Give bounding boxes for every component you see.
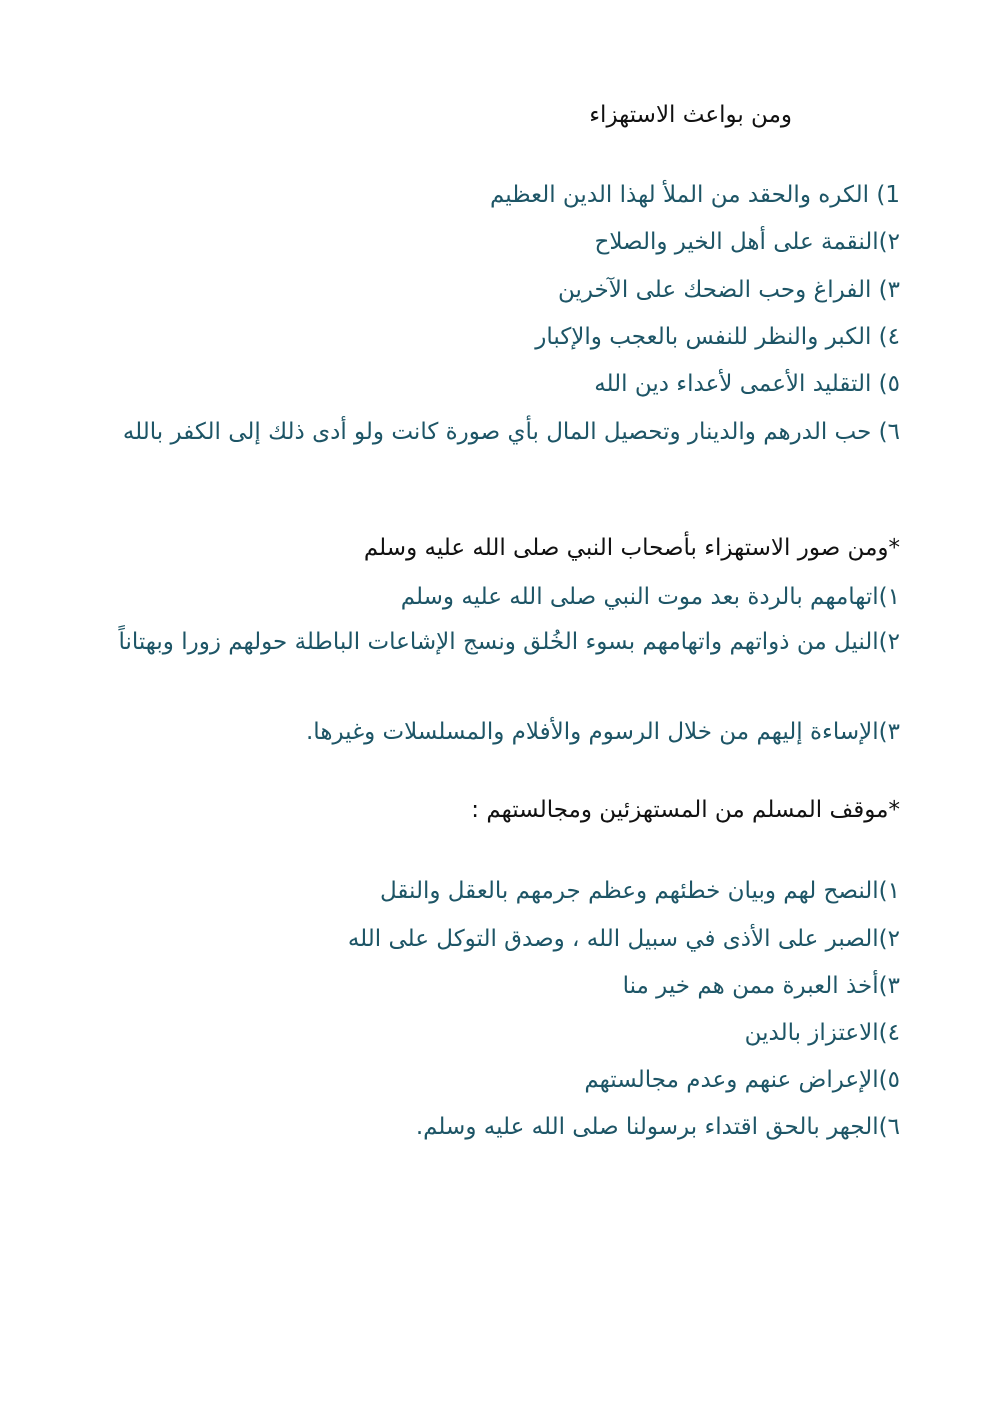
list-item: ٢)النقمة على أهل الخير والصلاح	[594, 229, 900, 255]
list-item: ٣)أخذ العبرة ممن هم خير منا	[622, 973, 900, 999]
section-heading-position: *موقف المسلم من المستهزئين ومجالستهم :	[471, 797, 900, 823]
list-item: ٣)الإساءة إليهم من خلال الرسوم والأفلام والمسلسلات وغيرها.	[306, 719, 900, 745]
list-item: ٣) الفراغ وحب الضحك على الآخرين	[557, 277, 900, 303]
list-item: ٦)الجهر بالحق اقتداء برسولنا صلى الله عليه وسلم.	[415, 1114, 900, 1140]
list-item: ٥) التقليد الأعمى لأعداء دين الله	[594, 371, 900, 397]
list-item: 1) الكره والحقد من الملأ لهذا الدين العظيم	[490, 182, 900, 208]
list-item: ١)النصح لهم وبيان خطئهم وعظم جرمهم بالعقل والنقل	[379, 878, 900, 904]
list-item: ٤)الاعتزاز بالدين	[744, 1020, 900, 1046]
list-item: ٥)الإعراض عنهم وعدم مجالستهم	[584, 1067, 900, 1093]
list-item: ٦) حب الدرهم والدينار وتحصيل المال بأي صورة كانت ولو أدى ذلك إلى الكفر بالله	[122, 419, 900, 445]
list-item: ٢)الصبر على الأذى في سبيل الله ، وصدق التوكل على الله	[347, 926, 900, 952]
section-heading-motives: ومن بواعث الاستهزاء	[589, 102, 792, 128]
list-item: ٢)النيل من ذواتهم واتهامهم بسوء الخُلق ونسج الإشاعات الباطلة حولهم زورا وبهتاناً	[118, 629, 900, 655]
section-heading-companions: *ومن صور الاستهزاء بأصحاب النبي صلى الله عليه وسلم	[363, 535, 900, 561]
list-item: ٤) الكبر والنظر للنفس بالعجب والإكبار	[535, 324, 900, 350]
list-item: ١)اتهامهم بالردة بعد موت النبي صلى الله عليه وسلم	[400, 584, 900, 610]
